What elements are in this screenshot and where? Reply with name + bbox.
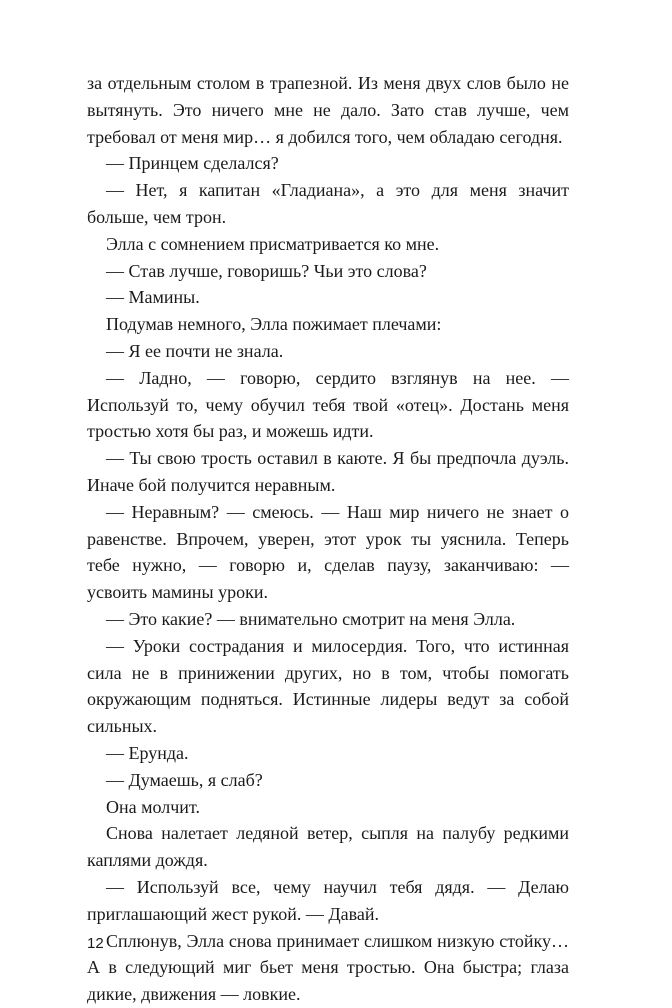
paragraph: Сплюнув, Элла снова принимает слишком низкую стойку… А в следующий миг бьет меня тростью. Она быстра; глаза дикие, движения — ловкие. bbox=[87, 930, 569, 1005]
paragraph: за отдельным столом в трапезной. Из меня двух слов было не вытянуть. Это ничего мне не дало. Зато став лучше, чем требовал от меня мир… я добился того, чем обладаю сегодня. bbox=[87, 73, 569, 147]
paragraph: Подумав немного, Элла пожимает плечами: bbox=[106, 314, 442, 335]
paragraph: — Принцем сделался? bbox=[106, 153, 279, 174]
paragraph: — Став лучше, говоришь? Чьи это слова? bbox=[106, 260, 427, 281]
paragraph: Она молчит. bbox=[106, 796, 200, 817]
paragraph: — Ладно, — говорю, сердито взглянув на нее. — Используй то, чему обучил тебя твой «отец». Достань меня тростью хотя бы раз, и можешь идти. bbox=[87, 367, 569, 442]
page-number: 12 bbox=[87, 935, 104, 952]
paragraph: — Думаешь, я слаб? bbox=[106, 769, 263, 790]
paragraph: — Уроки сострадания и милосердия. Того, что истинная сила не в принижении других, но в том, чтобы помогать окружающим подняться. Истинные лидеры ведут за собой сильных. bbox=[87, 635, 569, 737]
paragraph: — Я ее почти не знала. bbox=[106, 340, 284, 361]
paragraph: — Мамины. bbox=[106, 287, 200, 308]
paragraph: — Нет, я капитан «Гладиана», а это для меня значит больше, чем трон. bbox=[87, 180, 569, 227]
body-text bbox=[87, 70, 569, 1008]
paragraph: — Это какие? — внимательно смотрит на меня Элла. bbox=[106, 608, 516, 629]
paragraph: Элла с сомнением присматривается ко мне. bbox=[106, 233, 440, 254]
paragraph: — Используй все, чему научил тебя дядя. — Делаю приглашающий жест рукой. — Давай. bbox=[87, 876, 569, 924]
paragraph: — Неравным? — смеюсь. — Наш мир ничего не знает о равенстве. Впрочем, уверен, этот урок ты уяснила. Теперь тебе нужно, — говорю и, сделав паузу, заканчиваю: — усвоить мамины уроки. bbox=[87, 501, 569, 603]
paragraph: — Ты свою трость оставил в каюте. Я бы предпочла дуэль. Иначе бой получится неравным. bbox=[87, 448, 569, 495]
paragraph: Снова налетает ледяной ветер, сыпля на палубу редкими каплями дождя. bbox=[87, 823, 569, 871]
paragraph: — Ерунда. bbox=[106, 742, 189, 763]
